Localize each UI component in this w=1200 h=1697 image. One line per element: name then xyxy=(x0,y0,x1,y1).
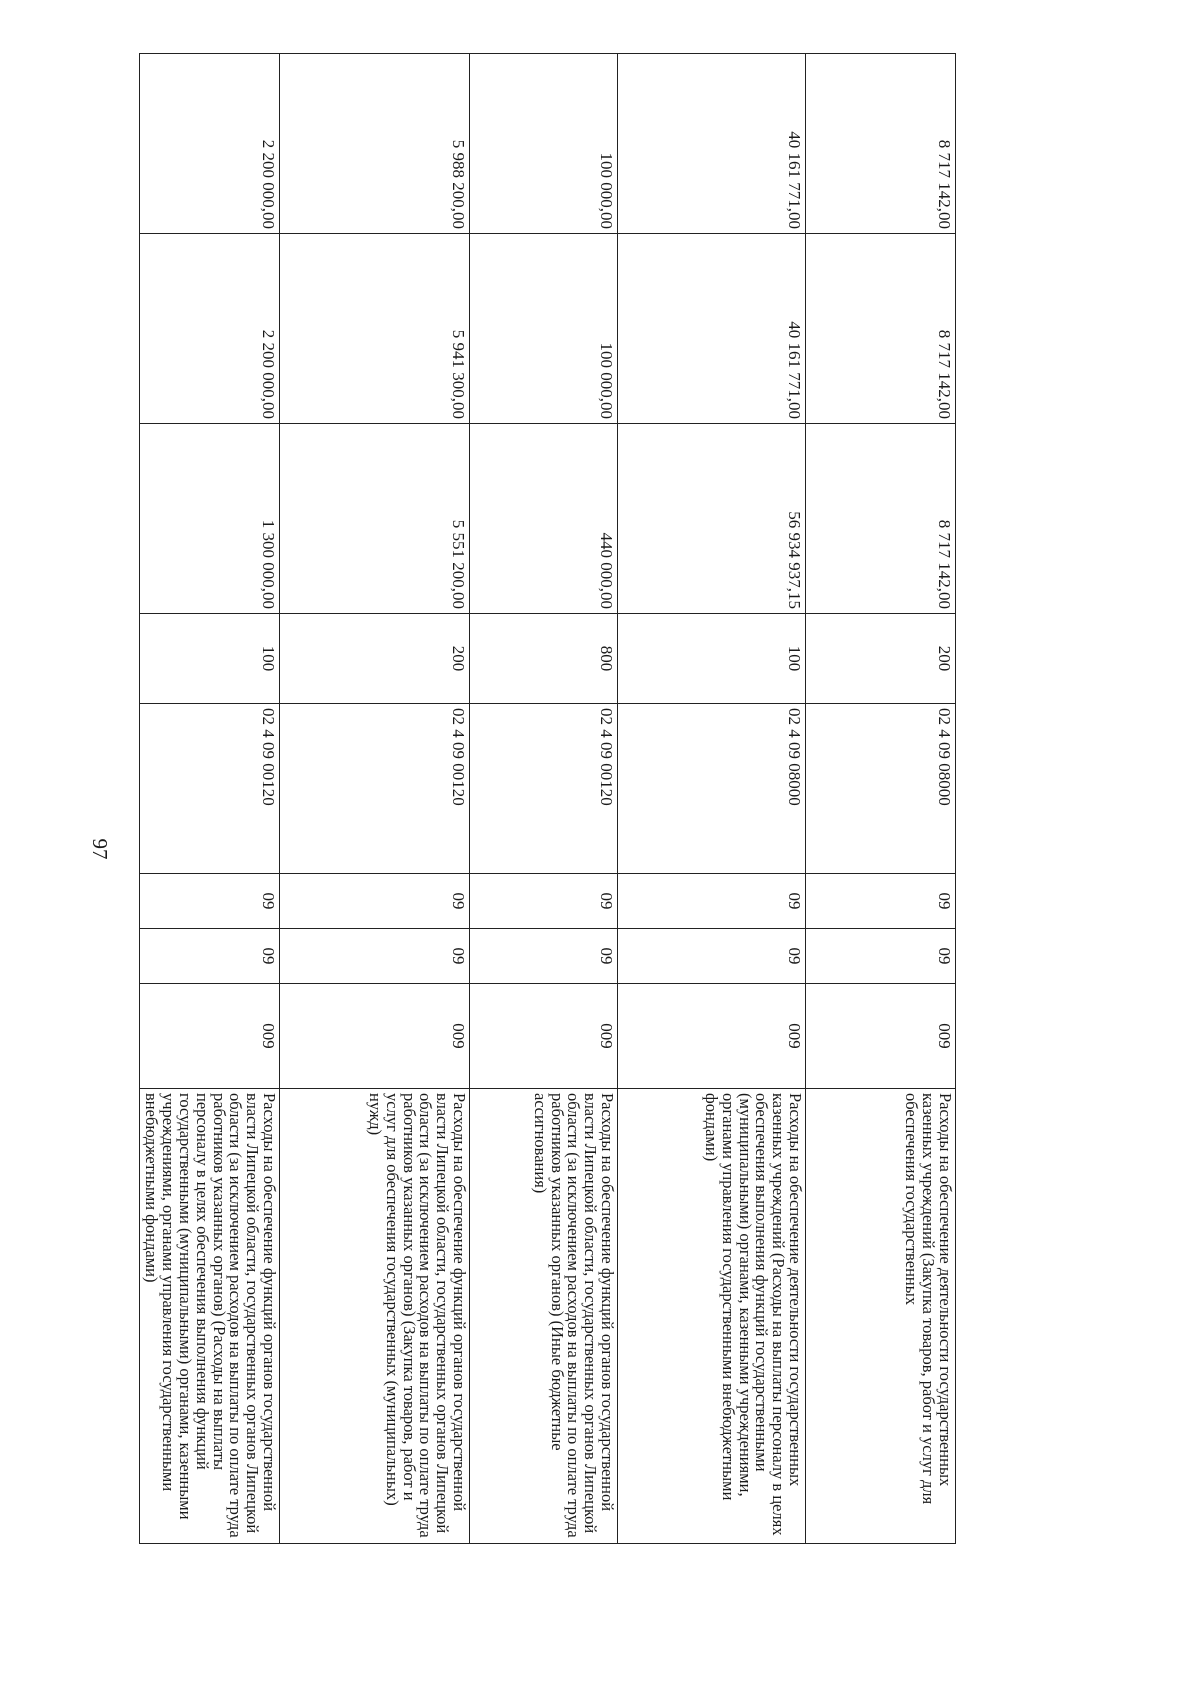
table-row xyxy=(618,54,806,1544)
table-row xyxy=(280,54,470,1544)
table-row xyxy=(806,54,956,1544)
description-cell: Расходы на обеспечение деятельности государственных казенных учреждений (Расходы на выплаты персоналу в целях обеспечения выполнения функций государственными (муниципальными) органами, казенными учреждениями, органами управления государственными внебюджетными фондами) xyxy=(618,1089,806,1544)
description-cell: Расходы на обеспечение деятельности государственных казенных учреждений (Закупка товаров, работ и услуг для обеспечения государственных xyxy=(806,1089,956,1544)
budget-table-frame xyxy=(140,53,956,1543)
subsection-cell: 09 xyxy=(470,874,618,929)
section-cell: 09 xyxy=(618,929,806,984)
subsection-cell: 09 xyxy=(618,874,806,929)
ministry-cell: 009 xyxy=(280,984,470,1089)
page-number: 97 xyxy=(88,838,112,860)
target-article-cell: 02 4 09 00120 xyxy=(140,704,280,874)
budget-table xyxy=(139,53,956,1544)
sum-3-cell: 8 717 142,00 xyxy=(806,54,956,234)
description-cell: Расходы на обеспечение функций органов государственной власти Липецкой области, государственных органов Липецкой области (за исключением расходов на выплаты по оплате труда работников указанных органов) (Закупка товаров, работ и услуг для обеспечения государственных (муниципальных) нужд) xyxy=(280,1089,470,1544)
expense-type-cell: 100 xyxy=(618,614,806,704)
sum-2-cell: 8 717 142,00 xyxy=(806,234,956,424)
expense-type-cell: 100 xyxy=(140,614,280,704)
ministry-cell: 009 xyxy=(618,984,806,1089)
expense-type-cell: 200 xyxy=(806,614,956,704)
sum-2-cell: 2 200 000,00 xyxy=(140,234,280,424)
section-cell: 09 xyxy=(140,929,280,984)
subsection-cell: 09 xyxy=(280,874,470,929)
expense-type-cell: 200 xyxy=(280,614,470,704)
sum-2-cell: 5 941 300,00 xyxy=(280,234,470,424)
sum-3-cell: 2 200 000,00 xyxy=(140,54,280,234)
section-cell: 09 xyxy=(470,929,618,984)
section-cell: 09 xyxy=(806,929,956,984)
sum-2-cell: 40 161 771,00 xyxy=(618,234,806,424)
sum-1-cell: 56 934 937,15 xyxy=(618,424,806,614)
sum-1-cell: 5 551 200,00 xyxy=(280,424,470,614)
target-article-cell: 02 4 09 08000 xyxy=(618,704,806,874)
target-article-cell: 02 4 09 08000 xyxy=(806,704,956,874)
subsection-cell: 09 xyxy=(806,874,956,929)
sum-3-cell: 5 988 200,00 xyxy=(280,54,470,234)
sum-1-cell: 8 717 142,00 xyxy=(806,424,956,614)
sum-1-cell: 440 000,00 xyxy=(470,424,618,614)
sum-1-cell: 1 300 000,00 xyxy=(140,424,280,614)
sum-2-cell: 100 000,00 xyxy=(470,234,618,424)
section-cell: 09 xyxy=(280,929,470,984)
ministry-cell: 009 xyxy=(470,984,618,1089)
description-cell: Расходы на обеспечение функций органов государственной власти Липецкой области, государственных органов Липецкой области (за исключением расходов на выплаты по оплате труда работников указанных органов) (Иные бюджетные ассигнования) xyxy=(470,1089,618,1544)
table-row xyxy=(140,54,280,1544)
target-article-cell: 02 4 09 00120 xyxy=(280,704,470,874)
target-article-cell: 02 4 09 00120 xyxy=(470,704,618,874)
ministry-cell: 009 xyxy=(806,984,956,1089)
sum-3-cell: 100 000,00 xyxy=(470,54,618,234)
description-cell: Расходы на обеспечение функций органов государственной власти Липецкой области, государственных органов Липецкой области (за исключением расходов на выплаты по оплате труда работников указанных органов) (Расходы на выплаты персоналу в целях обеспечения выполнения функций государственными (муниципальными) органами, казенными учреждениями, органами управления государственными внебюджетными фондами) xyxy=(140,1089,280,1544)
expense-type-cell: 800 xyxy=(470,614,618,704)
subsection-cell: 09 xyxy=(140,874,280,929)
ministry-cell: 009 xyxy=(140,984,280,1089)
sum-3-cell: 40 161 771,00 xyxy=(618,54,806,234)
table-row xyxy=(470,54,618,1544)
